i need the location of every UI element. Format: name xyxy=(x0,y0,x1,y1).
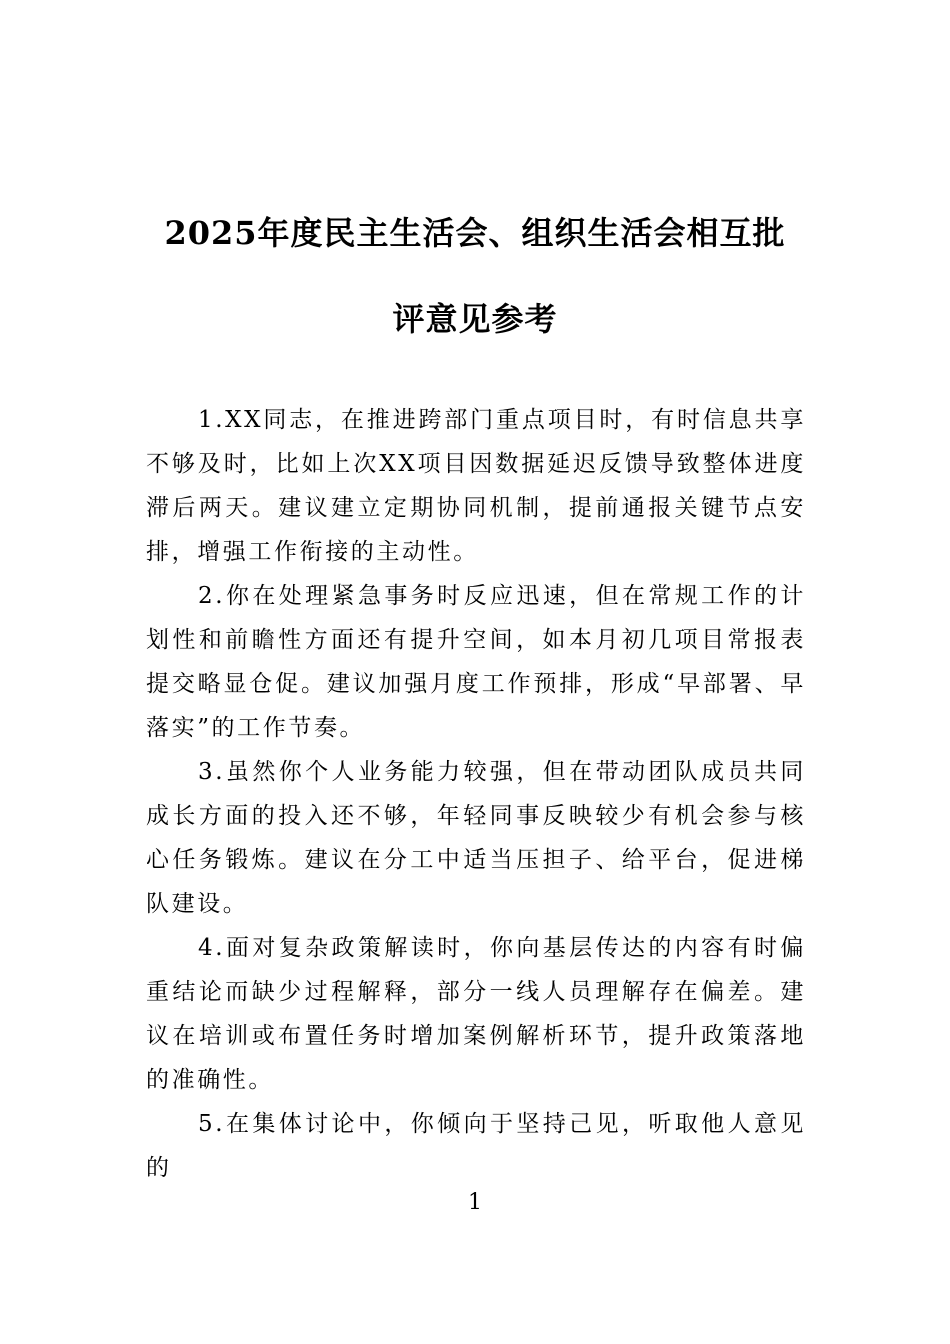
paragraph-4: 4.面对复杂政策解读时，你向基层传达的内容有时偏重结论而缺少过程解释，部分一线人员理解存在偏差。建议在培训或布置任务时增加案例解析环节，提升政策落地的准确性。 xyxy=(146,935,806,1093)
paragraph-3: 3.虽然你个人业务能力较强，但在带动团队成员共同成长方面的投入还不够，年轻同事反映较少有机会参与核心任务锻炼。建议在分工中适当压担子、给平台，促进梯队建设。 xyxy=(146,759,806,917)
paragraph-2: 2.你在处理紧急事务时反应迅速，但在常规工作的计划性和前瞻性方面还有提升空间，如本月初几项目常报表提交略显仓促。建议加强月度工作预排，形成“早部署、早落实”的工作节奏。 xyxy=(146,583,806,741)
title-line-1: 2025年度民主生活会、组织生活会相互批 xyxy=(164,214,786,252)
paragraph-1: 1.XX同志，在推进跨部门重点项目时，有时信息共享不够及时，比如上次XX项目因数据延迟反馈导致整体进度滞后两天。建议建立定期协同机制，提前通报关键节点安排，增强工作衔接的主动性。 xyxy=(146,407,806,565)
page-number: 1 xyxy=(468,1190,482,1215)
document-body xyxy=(146,398,806,1190)
title-line-2: 评意见参考 xyxy=(392,300,558,338)
paragraph-5: 5.在集体讨论中，你倾向于坚持己见，听取他人意见的 xyxy=(146,1111,806,1181)
document-title xyxy=(140,190,810,362)
